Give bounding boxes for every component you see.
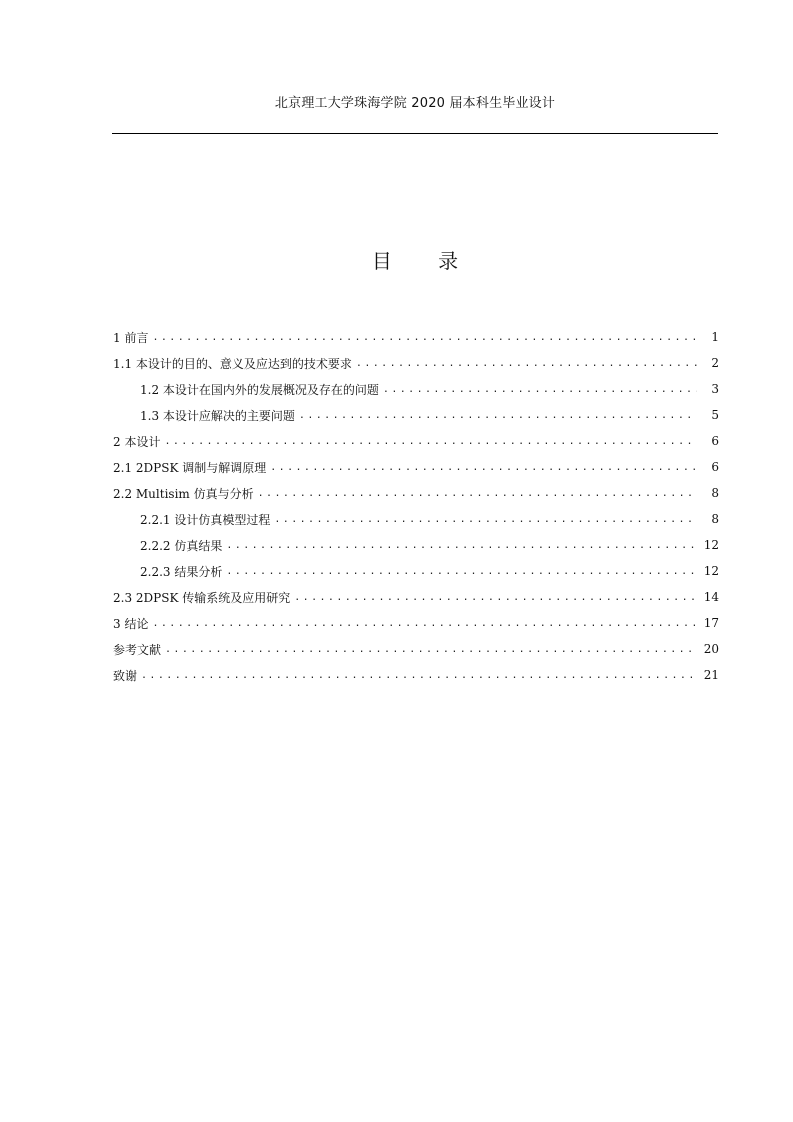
toc-entry-1-3[interactable] — [113, 402, 719, 428]
dot-leader — [270, 462, 697, 474]
toc-entry-page: 6 — [711, 434, 719, 448]
dot-leader — [152, 618, 697, 630]
toc-entry-page: 6 — [711, 460, 719, 474]
toc-entry-acknowledgements[interactable] — [113, 662, 719, 688]
toc-entry-page: 12 — [703, 538, 719, 552]
dot-leader — [141, 670, 697, 682]
toc-entry-2-2[interactable] — [113, 480, 719, 506]
page-header: 北京理工大学珠海学院 2020 届本科生毕业设计 — [274, 96, 556, 111]
toc-entry-label: 1 前言 — [113, 330, 149, 345]
dot-leader — [226, 540, 697, 552]
toc-entry-page: 21 — [703, 668, 719, 682]
toc-entry-page: 17 — [703, 616, 719, 630]
toc-entry-label: 1.3 本设计应解决的主要问题 — [140, 408, 295, 423]
toc-entry-references[interactable] — [113, 636, 719, 662]
toc-entry-page: 5 — [711, 408, 719, 422]
toc-entry-label: 2.3 2DPSK 传输系统及应用研究 — [113, 590, 291, 605]
dot-leader — [299, 410, 697, 422]
dot-leader — [152, 332, 697, 344]
toc-entry-page: 3 — [711, 382, 719, 396]
toc-entry-2[interactable] — [113, 428, 719, 454]
dot-leader — [356, 358, 697, 370]
toc-entry-2-1[interactable] — [113, 454, 719, 480]
toc-entry-label: 2.2.3 结果分析 — [140, 564, 223, 579]
toc-entry-3[interactable] — [113, 610, 719, 636]
dot-leader — [274, 514, 697, 526]
toc-entry-foreword[interactable] — [113, 324, 719, 350]
toc-entry-label: 参考文献 — [113, 642, 162, 657]
dot-leader — [383, 384, 697, 396]
toc-entry-2-2-3[interactable] — [113, 558, 719, 584]
toc-entry-2-2-2[interactable] — [113, 532, 719, 558]
toc-entry-label: 致谢 — [113, 668, 138, 683]
dot-leader — [165, 644, 697, 656]
dot-leader — [164, 436, 697, 448]
dot-leader — [226, 566, 697, 578]
toc-entry-page: 20 — [703, 642, 719, 656]
dot-leader — [294, 592, 697, 604]
toc-entry-page: 8 — [711, 486, 719, 500]
header-divider — [112, 133, 718, 134]
dot-leader — [258, 488, 697, 500]
toc-entry-label: 2.1 2DPSK 调制与解调原理 — [113, 460, 267, 475]
toc-entry-label: 3 结论 — [113, 616, 149, 631]
toc-entry-page: 12 — [703, 564, 719, 578]
toc-entry-page: 1 — [711, 330, 719, 344]
table-of-contents — [113, 324, 719, 688]
toc-entry-1-2[interactable] — [113, 376, 719, 402]
toc-entry-label: 1.1 本设计的目的、意义及应达到的技术要求 — [113, 356, 352, 371]
toc-entry-label: 2.2.2 仿真结果 — [140, 538, 223, 553]
toc-entry-label: 2.2 Multisim 仿真与分析 — [113, 486, 254, 501]
toc-entry-label: 2.2.1 设计仿真模型过程 — [140, 512, 271, 527]
toc-entry-label: 2 本设计 — [113, 434, 161, 449]
toc-entry-2-2-1[interactable] — [113, 506, 719, 532]
toc-entry-2-3[interactable] — [113, 584, 719, 610]
toc-entry-page: 8 — [711, 512, 719, 526]
toc-entry-page: 2 — [711, 356, 719, 370]
toc-entry-label: 1.2 本设计在国内外的发展概况及存在的问题 — [140, 382, 379, 397]
toc-title: 目 录 — [371, 249, 479, 273]
toc-entry-1-1[interactable] — [113, 350, 719, 376]
toc-entry-page: 14 — [703, 590, 719, 604]
